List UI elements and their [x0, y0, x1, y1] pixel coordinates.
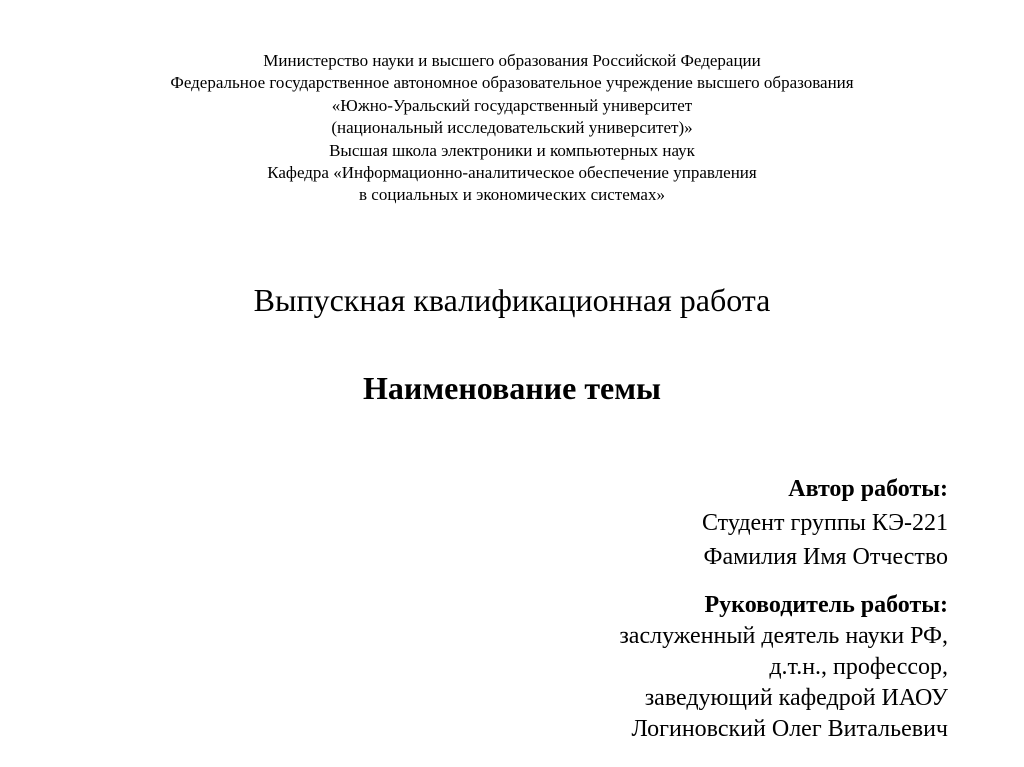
header-school: Высшая школа электроники и компьютерных наук [329, 140, 695, 160]
author-name: Фамилия Имя Отчество [703, 544, 948, 570]
supervisor-block [619, 590, 948, 745]
header-university: «Южно-Уральский государственный университет [331, 95, 693, 115]
author-block [702, 472, 948, 574]
supervisor-honorary-title: заслуженный деятель науки РФ, [619, 623, 948, 649]
supervisor-heading: Руководитель работы: [704, 592, 948, 618]
work-type-title: Выпускная квалификационная работа [253, 282, 771, 318]
institution-header [0, 50, 1024, 207]
topic-title: Наименование темы [362, 370, 662, 406]
supervisor-degree: д.т.н., профессор, [769, 654, 948, 680]
header-department-continued: в социальных и экономических системах» [359, 185, 665, 205]
author-group: Студент группы КЭ-221 [701, 510, 948, 536]
header-department: Кафедра «Информационно-аналитическое обеспечение управления [267, 163, 757, 183]
supervisor-position: заведующий кафедрой ИАОУ [644, 685, 948, 711]
supervisor-name: Логиновский Олег Витальевич [631, 716, 948, 742]
header-university-status: (национальный исследовательский университет)» [331, 118, 693, 138]
author-heading: Автор работы: [788, 476, 948, 502]
header-ministry: Министерство науки и высшего образования Российской Федерации [263, 51, 761, 70]
header-federal-institution: Федеральное государственное автономное образовательное учреждение высшего образования [170, 73, 854, 93]
